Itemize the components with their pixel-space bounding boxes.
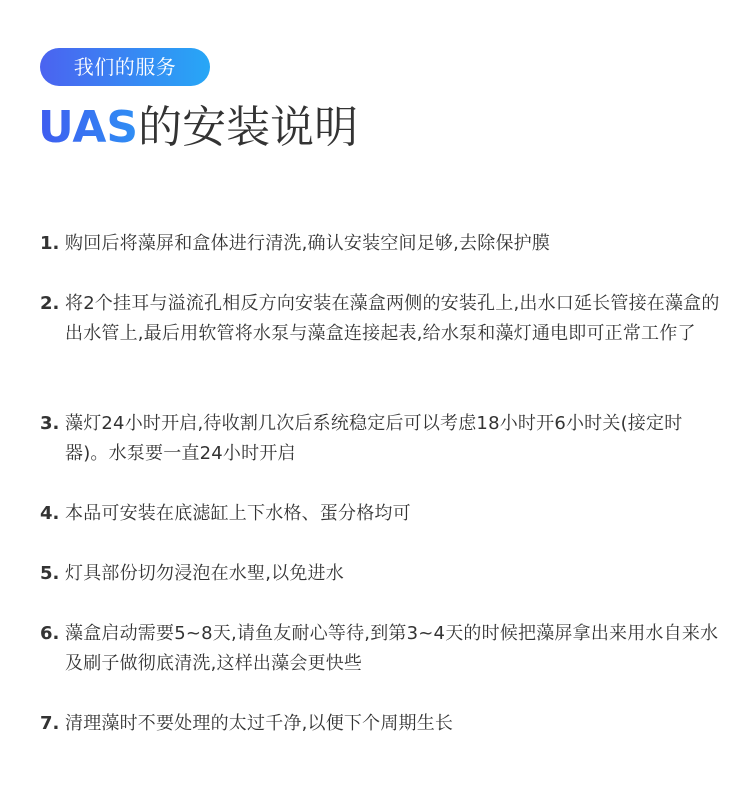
step-5 xyxy=(40,559,720,589)
title-text: 的安装说明 xyxy=(138,102,359,153)
step-number: 6. xyxy=(40,623,60,644)
step-number: 2. xyxy=(40,293,60,314)
step-number: 7. xyxy=(40,713,60,734)
step-text: 藻灯24小时开启,待收割几次后系统稳定后可以考虑18小时开6小时关(接定时器)。水泵要一直24小时开启 xyxy=(65,413,683,464)
step-number: 3. xyxy=(40,413,60,434)
step-1 xyxy=(40,229,720,259)
step-number: 1. xyxy=(40,233,60,254)
step-text: 购回后将藻屏和盒体进行清洗,确认安装空间足够,去除保护膜 xyxy=(65,233,551,254)
page-title xyxy=(38,100,358,156)
step-text: 灯具部份切勿浸泡在水聖,以免进水 xyxy=(65,563,344,584)
step-text: 将2个挂耳与溢流孔相反方向安装在藻盒两侧的安装孔上,出水口延长管接在藻盒的出水管上,最后用软管将水泵与藻盒连接起表,给水泵和藻灯通电即可正常工作了 xyxy=(65,293,720,344)
step-number: 5. xyxy=(40,563,60,584)
step-number: 4. xyxy=(40,503,60,524)
step-4 xyxy=(40,499,720,529)
step-text: 藻盒启动需要5~8天,请鱼友耐心等待,到第3~4天的时候把藻屏拿出来用水自来水及刷子做彻底清洗,这样出藻会更快些 xyxy=(65,623,719,674)
step-text: 本品可安装在底滤缸上下水格、蛋分格均可 xyxy=(65,503,411,524)
step-text: 清理藻时不要处理的太过千净,以便下个周期生长 xyxy=(65,713,454,734)
step-7 xyxy=(40,709,720,739)
title-brand: UAS xyxy=(38,102,139,153)
step-2 xyxy=(40,289,720,349)
step-6 xyxy=(40,619,720,679)
service-tag: 我们的服务 xyxy=(40,48,210,86)
step-3 xyxy=(40,409,720,469)
